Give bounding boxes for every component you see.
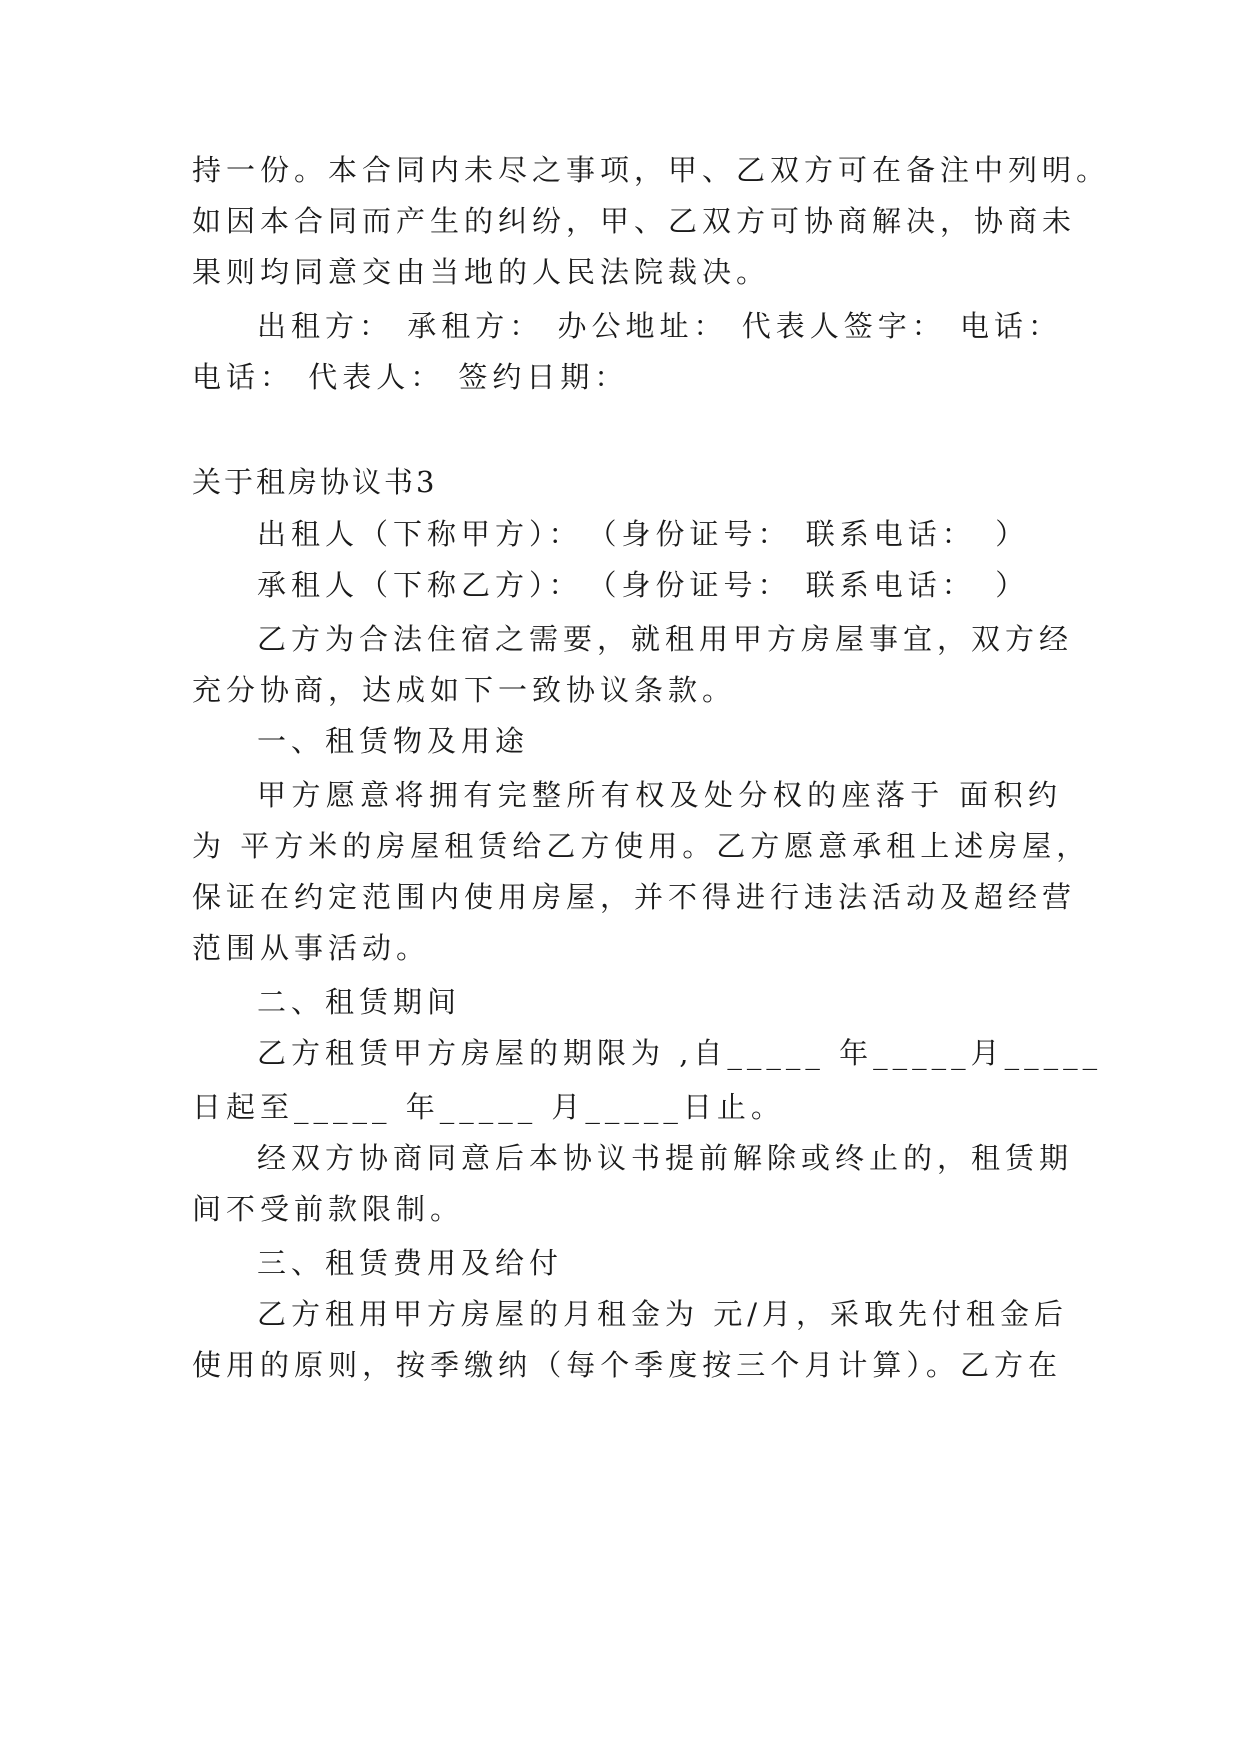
paragraph-line: 保证在约定范围内使用房屋，并不得进行违法活动及超经营 [192, 880, 1077, 914]
paragraph-line: 如因本合同而产生的纠纷，甲、乙双方可协商解决，协商未 [192, 204, 1077, 238]
clause-heading: 二、租赁期间 [257, 985, 462, 1019]
paragraph-line: 使用的原则，按季缴纳（每个季度按三个月计算）。乙方在 [192, 1348, 1062, 1382]
signature-fields-line: 电话： 代表人： 签约日期： [192, 360, 629, 394]
paragraph-line: 乙方租赁甲方房屋的期限为 ,自_____ 年_____月_____ [257, 1036, 1103, 1070]
paragraph-line: 持一份。本合同内未尽之事项，甲、乙双方可在备注中列明。 [192, 153, 1111, 187]
signature-fields-line: 出租方： 承租方： 办公地址： 代表人签字： 电话： [257, 309, 1062, 343]
paragraph-line: 果则均同意交由当地的人民法院裁决。 [192, 255, 771, 289]
lessee-line: 承租人（下称乙方）： （身份证号： 联系电话： ） [257, 568, 1030, 602]
paragraph-line: 经双方协商同意后本协议书提前解除或终止的，租赁期 [257, 1141, 1074, 1175]
paragraph-line: 为 平方米的房屋租赁给乙方使用。乙方愿意承租上述房屋， [192, 829, 1091, 863]
clause-heading: 一、租赁物及用途 [257, 724, 530, 758]
lessor-line: 出租人（下称甲方）： （身份证号： 联系电话： ） [257, 517, 1030, 551]
section-title: 关于租房协议书3 [192, 465, 438, 499]
paragraph-line: 间不受前款限制。 [192, 1192, 465, 1226]
clause-heading: 三、租赁费用及给付 [257, 1246, 564, 1280]
paragraph-line: 乙方为合法住宿之需要，就租用甲方房屋事宜，双方经 [257, 622, 1074, 656]
paragraph-line: 充分协商，达成如下一致协议条款。 [192, 673, 737, 707]
paragraph-line: 日起至_____ 年_____ 月_____日止。 [192, 1090, 785, 1124]
paragraph-line: 甲方愿意将拥有完整所有权及处分权的座落于 面积约 [257, 778, 1062, 812]
paragraph-line: 范围从事活动。 [192, 931, 431, 965]
paragraph-line: 乙方租用甲方房屋的月租金为 元/月，采取先付租金后 [257, 1297, 1068, 1331]
